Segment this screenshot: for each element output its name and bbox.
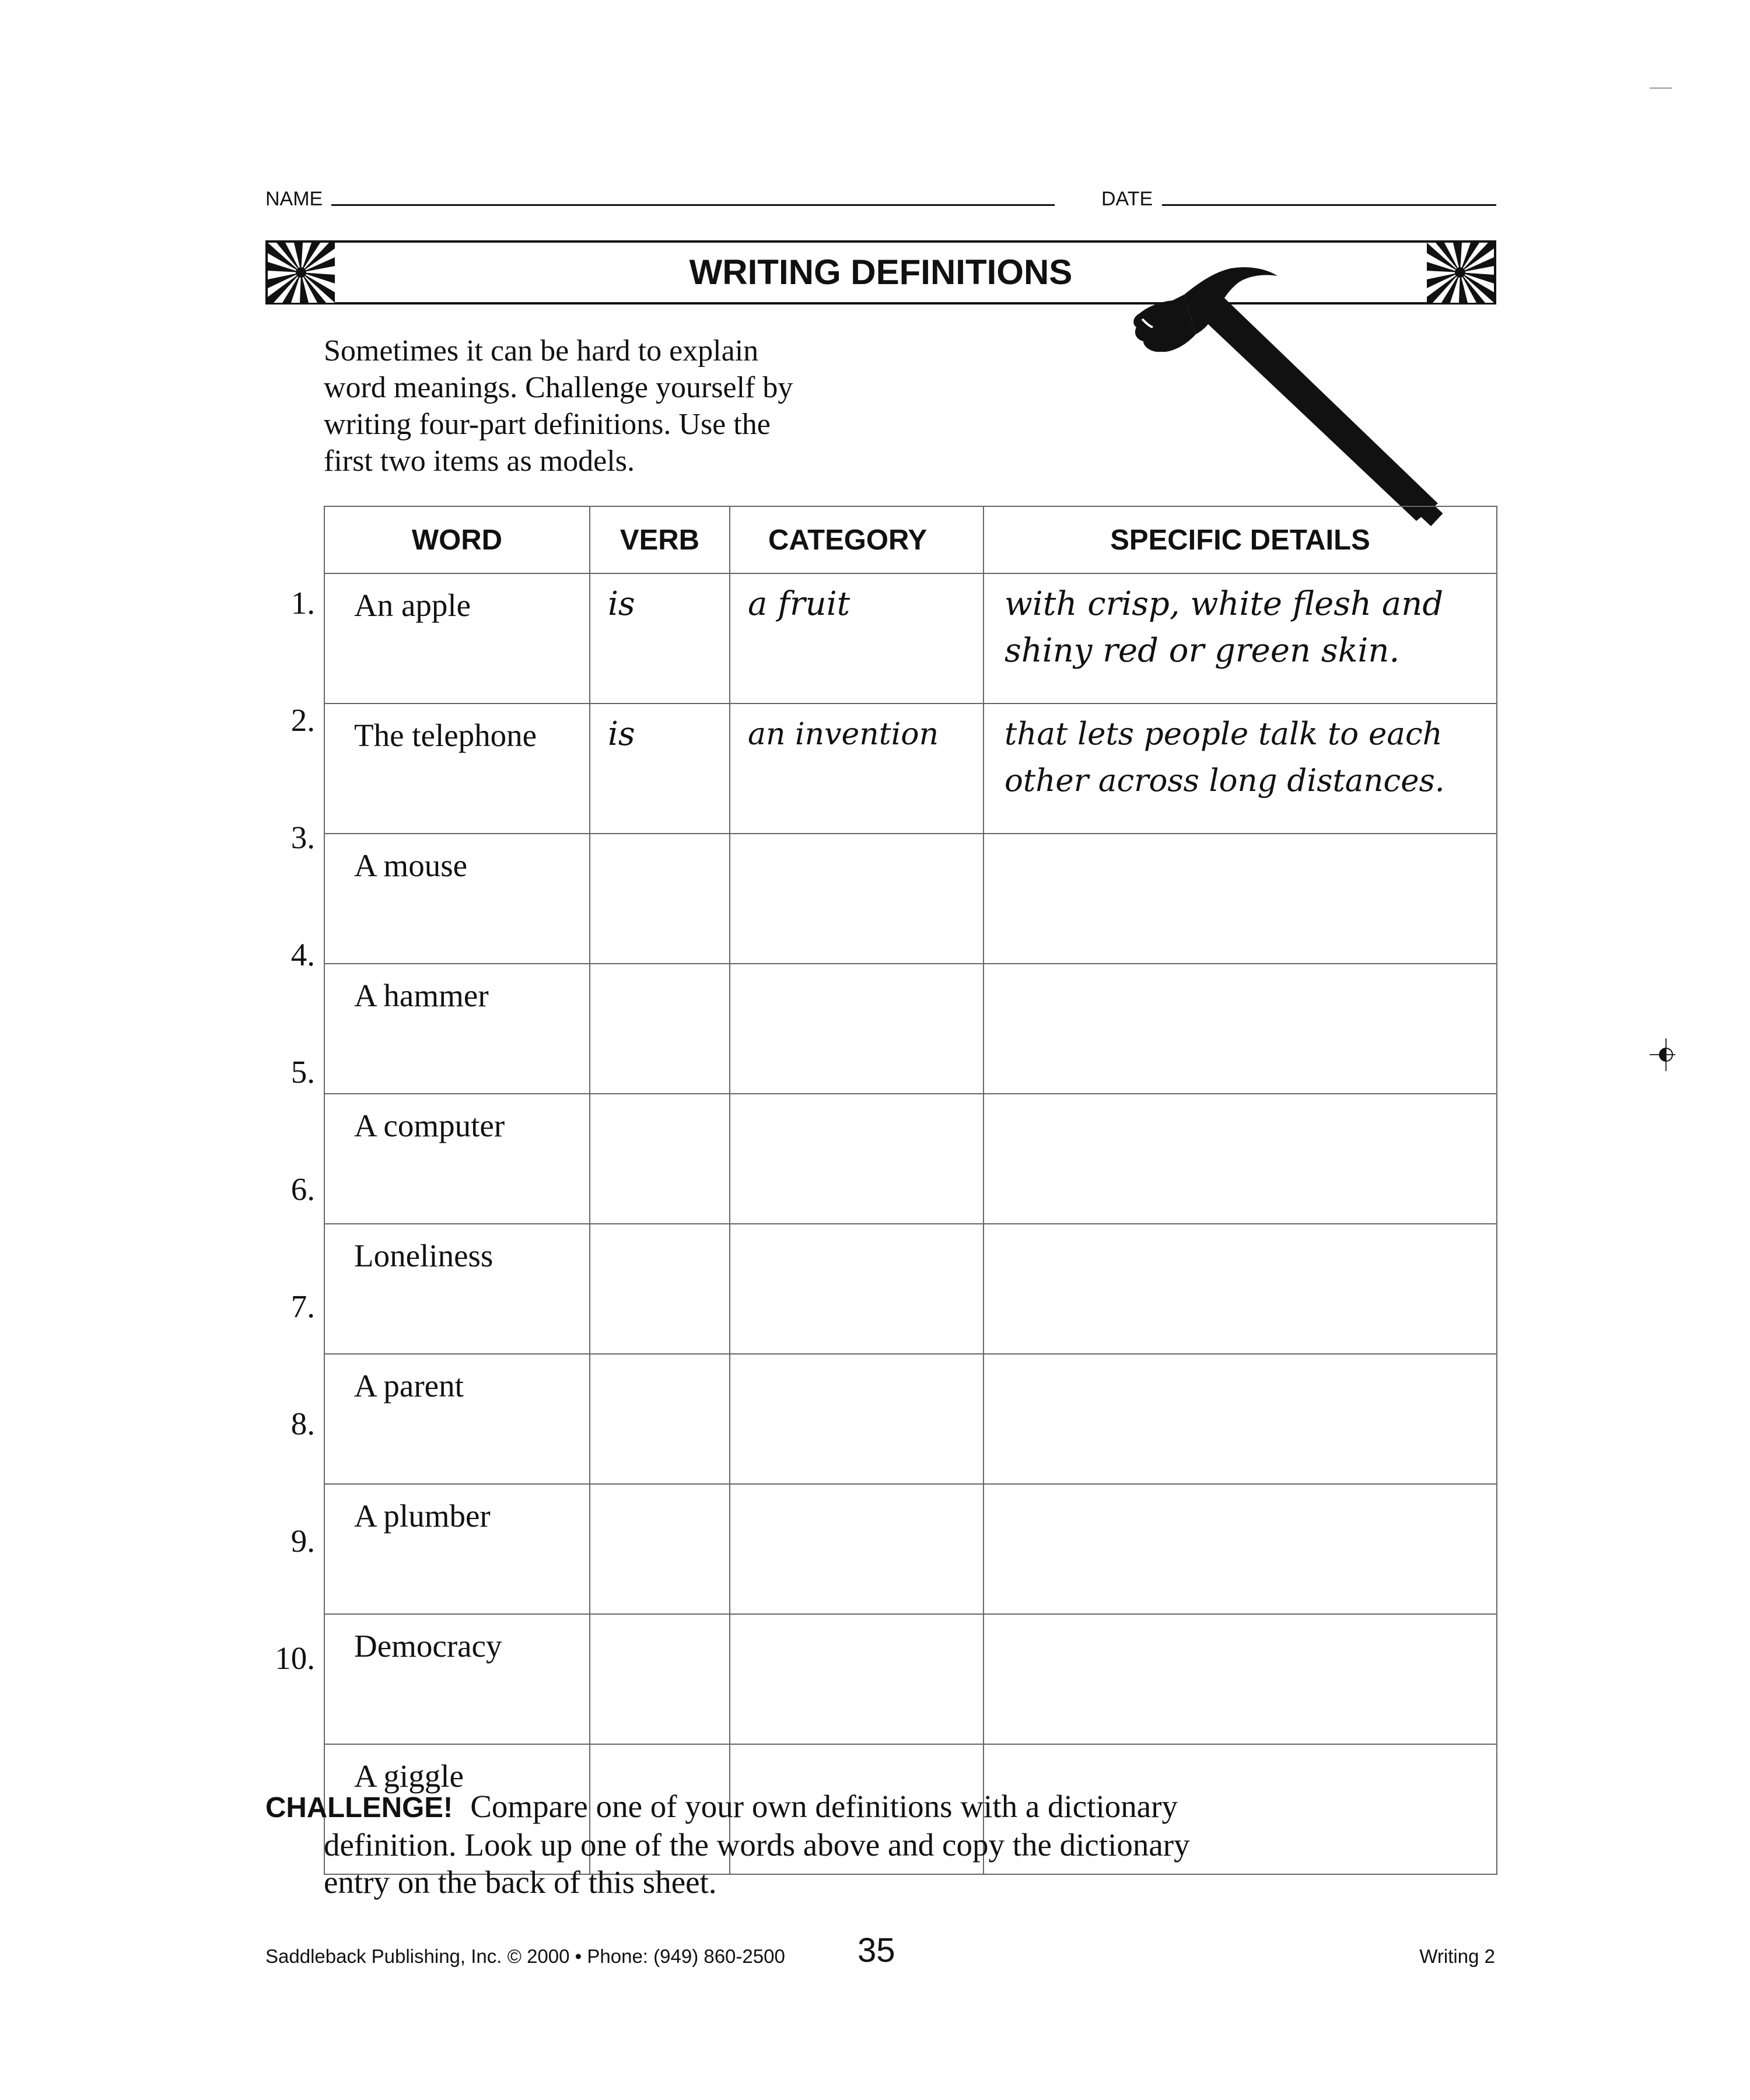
word-cell: A parent [324,1354,590,1484]
page-title: WRITING DEFINITIONS [689,253,1073,292]
date-line[interactable] [1162,204,1496,206]
word-cell: Democracy [324,1614,590,1744]
intro-paragraph [324,332,793,480]
header-category: CATEGORY [730,506,984,573]
details-cell[interactable] [984,1484,1497,1614]
verb-cell[interactable]: is [590,704,730,834]
intro-line: Sometimes it can be hard to explain [324,334,759,368]
definitions-table [324,506,1497,1875]
header-specific-details: SPECIFIC DETAILS [984,506,1497,573]
challenge-text: entry on the back of this sheet. [324,1864,717,1900]
row-number: 4. [290,937,315,972]
series-label: Writing 2 [1419,1945,1495,1967]
category-cell[interactable] [730,1484,984,1614]
page-number: 35 [858,1931,895,1969]
table-row [324,573,1497,704]
table-row [324,1614,1497,1744]
word-cell: An apple [324,573,590,704]
category-cell[interactable] [730,1224,984,1354]
challenge-section [265,1788,1490,1901]
category-cell[interactable] [730,964,984,1094]
challenge-label: CHALLENGE! [265,1792,453,1824]
verb-cell[interactable]: is [590,573,730,704]
verb-cell[interactable] [590,834,730,964]
details-cell[interactable]: that lets people talk to each other across long distances. [984,704,1497,834]
category-cell[interactable] [730,834,984,964]
category-cell[interactable]: a fruit [730,573,984,704]
row-number: 8. [290,1406,315,1441]
starburst-left-icon [268,243,335,303]
table-row [324,1094,1497,1224]
verb-cell[interactable] [590,964,730,1094]
table-row [324,1224,1497,1354]
verb-cell[interactable] [590,1614,730,1744]
challenge-text: Compare one of your own definitions with a dictionary [470,1788,1178,1824]
name-label: NAME [265,188,323,210]
row-number: 6. [290,1171,315,1207]
details-cell[interactable] [984,834,1497,964]
row-number: 7. [290,1289,315,1324]
table-row [324,704,1497,834]
intro-line: writing four-part definitions. Use the [324,408,771,441]
category-cell[interactable]: an invention [730,704,984,834]
intro-line: first two items as models. [324,444,635,478]
challenge-text: definition. Look up one of the words above and copy the dictionary [324,1827,1190,1863]
row-number: 10. [275,1640,315,1676]
word-cell: A giggle [324,1744,590,1874]
header-verb: VERB [590,506,730,573]
hammer-icon [1097,265,1447,528]
row-number: 9. [290,1523,315,1559]
word-cell: A hammer [324,964,590,1094]
details-cell[interactable] [984,1224,1497,1354]
verb-cell[interactable] [590,1094,730,1224]
name-line[interactable] [331,204,1055,206]
word-cell: Loneliness [324,1224,590,1354]
row-number: 1. [290,585,315,621]
details-cell[interactable] [984,1094,1497,1224]
row-number: 5. [290,1054,315,1090]
details-cell[interactable] [984,1614,1497,1744]
details-cell[interactable] [984,964,1497,1094]
intro-line: word meanings. Challenge yourself by [324,371,793,404]
word-cell: The telephone [324,704,590,834]
category-cell[interactable] [730,1614,984,1744]
date-label: DATE [1101,188,1153,210]
registration-mark-icon [1650,1038,1675,1071]
table-row [324,1354,1497,1484]
details-cell[interactable]: with crisp, white flesh and shiny red or green skin. [984,573,1497,704]
row-number: 3. [290,820,315,855]
row-number: 2. [290,702,315,738]
header-word: WORD [324,506,590,573]
publisher-credit: Saddleback Publishing, Inc. © 2000 • Phone: (949) 860-2500 [265,1945,785,1967]
verb-cell[interactable] [590,1354,730,1484]
table-header-row [324,506,1497,573]
word-cell: A computer [324,1094,590,1224]
verb-cell[interactable] [590,1484,730,1614]
category-cell[interactable] [730,1354,984,1484]
crop-mark [1650,88,1672,89]
word-cell: A mouse [324,834,590,964]
category-cell[interactable] [730,1094,984,1224]
word-cell: A plumber [324,1484,590,1614]
table-row [324,834,1497,964]
verb-cell[interactable] [590,1224,730,1354]
table-row [324,964,1497,1094]
table-row [324,1484,1497,1614]
details-cell[interactable] [984,1354,1497,1484]
